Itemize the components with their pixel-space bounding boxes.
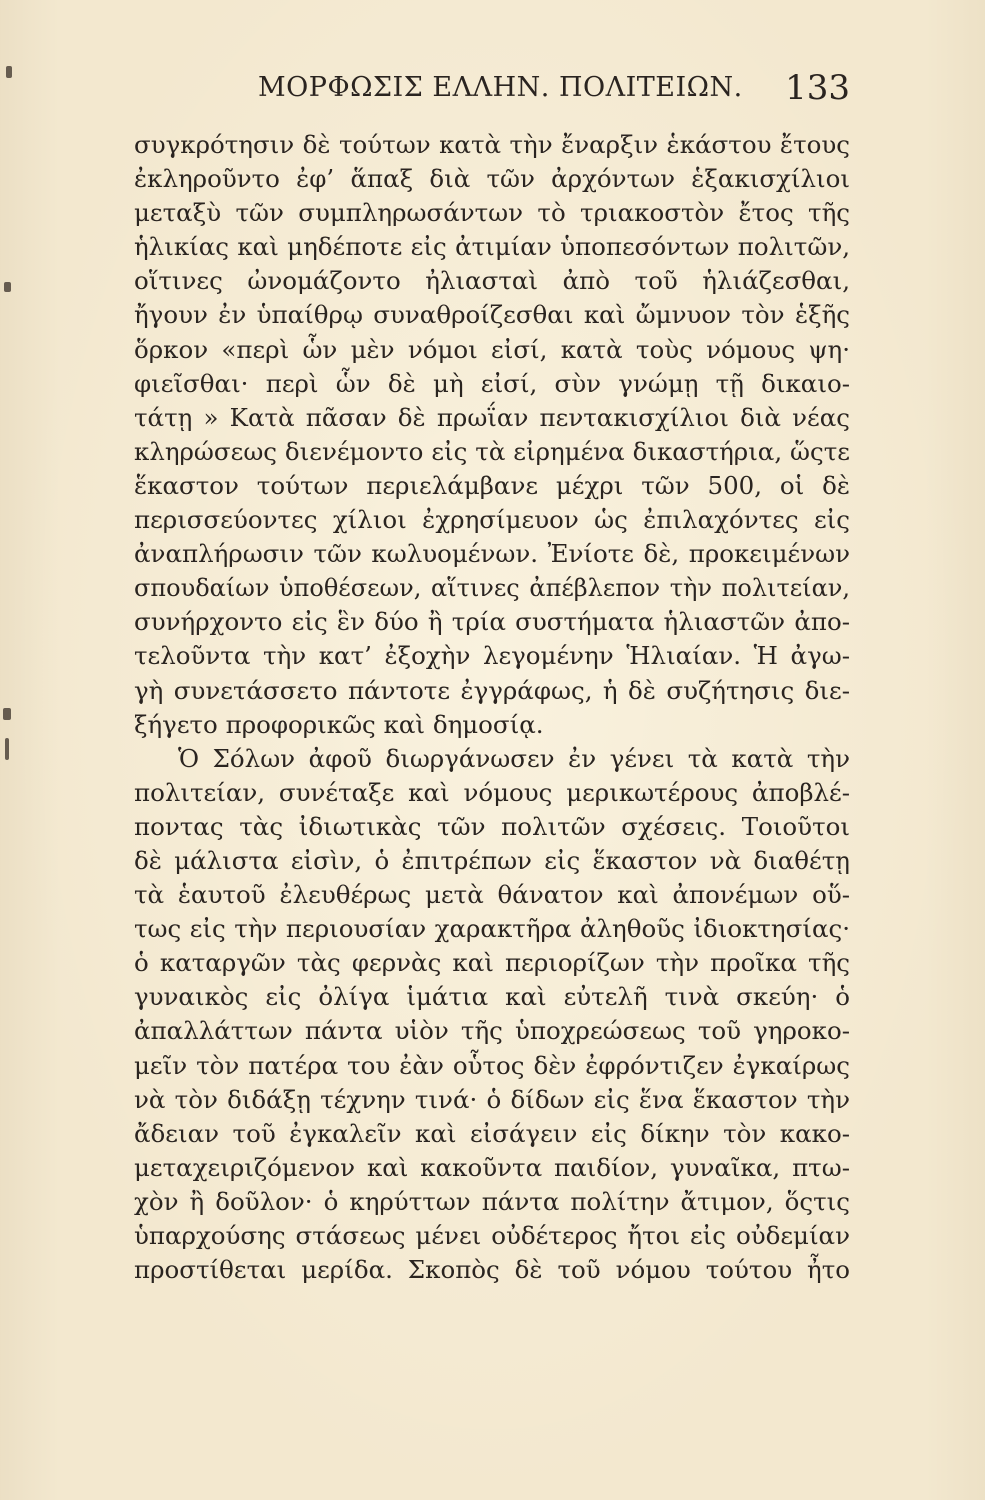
running-title: ΜΟΡΦΩΣΙΣ ΕΛΛΗΝ. ΠΟΛΙΤΕΙΩΝ.: [258, 72, 743, 103]
margin-ink-mark: [4, 282, 11, 292]
text-line: ἡλικίας καὶ μηδέποτε εἰς ἀτιμίαν ὑποπεσόντων πολιτῶν,: [134, 232, 850, 262]
page-number: 133: [785, 68, 850, 108]
text-line: κληρώσεως διενέμοντο εἰς τὰ εἰρημένα δικαστήρια, ὥςτε: [134, 436, 850, 466]
text-line: ἀναπλήρωσιν τῶν κωλυομένων. Ἐνίοτε δὲ, προκειμένων: [134, 539, 850, 569]
text-line: ἀπαλλάττων πάντα υἱὸν τῆς ὑποχρεώσεως τοῦ γηροκο-: [134, 1016, 850, 1046]
text-line: τως εἰς τὴν περιουσίαν χαρακτῆρα ἀληθοῦς ἰδιοκτησίας·: [134, 914, 850, 944]
margin-ink-mark: [6, 66, 12, 78]
text-line: πολιτείαν, συνέταξε καὶ νόμους μερικωτέρους ἀποβλέ-: [134, 777, 850, 807]
page-header: [258, 68, 850, 122]
text-line: ἄδειαν τοῦ ἐγκαλεῖν καὶ εἰσάγειν εἰς δίκην τὸν κακο-: [134, 1118, 850, 1148]
text-line: φιεῖσθαι· περὶ ὧν δὲ μὴ εἰσί, σὺν γνώμῃ τῇ δικαιο-: [134, 368, 850, 398]
text-line: ὁ καταργῶν τὰς φερνὰς καὶ περιορίζων τὴν προῖκα τῆς: [134, 948, 850, 978]
text-line: γὴ συνετάσσετο πάντοτε ἐγγράφως, ἡ δὲ συζήτησις διε-: [134, 675, 850, 705]
text-line: δὲ μάλιστα εἰσὶν, ὁ ἐπιτρέπων εἰς ἕκαστον νὰ διαθέτῃ: [134, 845, 850, 875]
text-line: συνήρχοντο εἰς ἓν δύο ἢ τρία συστήματα ἡλιαστῶν ἀπο-: [134, 607, 850, 637]
text-line: νὰ τὸν διδάξῃ τέχνην τινά· ὁ δίδων εἰς ἕνα ἕκαστον τὴν: [134, 1084, 850, 1114]
text-line: τελοῦντα τὴν κατ’ ἐξοχὴν λεγομένην Ἡλιαίαν. Ἡ ἀγω-: [134, 641, 850, 671]
text-line: ἤγουν ἐν ὑπαίθρῳ συναθροίζεσθαι καὶ ὤμνυον τὸν ἑξῆς: [134, 300, 850, 330]
margin-ink-mark: [3, 708, 11, 720]
paragraph-end-line: ξήγετο προφορικῶς καὶ δημοσίᾳ.: [134, 709, 544, 739]
text-line: συγκρότησιν δὲ τούτων κατὰ τὴν ἔναρξιν ἑκάστου ἔτους: [134, 130, 850, 159]
text-line: ὑπαρχούσης στάσεως μένει οὐδέτερος ἤτοι εἰς οὐδεμίαν: [134, 1221, 850, 1250]
text-line: χὸν ἢ δοῦλον· ὁ κηρύττων πάντα πολίτην ἄτιμον, ὅςτις: [134, 1186, 850, 1216]
text-line: μεταξὺ τῶν συμπληρωσάντων τὸ τριακοστὸν ἔτος τῆς: [134, 198, 850, 228]
text-line: μεταχειριζόμενον καὶ κακοῦντα παιδίον, γυναῖκα, πτω-: [134, 1152, 850, 1182]
text-line: ὅρκον «περὶ ὧν μὲν νόμοι εἰσί, κατὰ τοὺς νόμους ψη·: [134, 334, 850, 364]
text-line: γυναικὸς εἰς ὀλίγα ἱμάτια καὶ εὐτελῆ τινὰ σκεύη· ὁ: [134, 982, 850, 1012]
text-line: ἕκαστον τούτων περιελάμβανε μέχρι τῶν 500, οἱ δὲ: [134, 470, 850, 500]
paragraph-start-line: Ὁ Σόλων ἀφοῦ διωργάνωσεν ἐν γένει τὰ κατὰ τὴν: [178, 743, 850, 773]
text-line: περισσεύοντες χίλιοι ἐχρησίμευον ὡς ἐπιλαχόντες εἰς: [134, 505, 850, 535]
text-line: τὰ ἑαυτοῦ ἐλευθέρως μετὰ θάνατον καὶ ἀπονέμων οὕ-: [134, 880, 850, 910]
text-line: οἵτινες ὠνομάζοντο ἠλιασταὶ ἀπὸ τοῦ ἡλιάζεσθαι,: [134, 266, 850, 296]
text-line: ἐκληροῦντο ἐφ’ ἅπαξ διὰ τῶν ἀρχόντων ἑξακισχίλιοι: [134, 164, 850, 194]
text-line: προστίθεται μερίδα. Σκοπὸς δὲ τοῦ νόμου τούτου ἦτο: [134, 1255, 850, 1285]
body-text: [134, 128, 850, 1287]
margin-ink-mark: [5, 738, 9, 760]
text-line: μεῖν τὸν πατέρα του ἐὰν οὗτος δὲν ἐφρόντιζεν ἐγκαίρως: [134, 1050, 850, 1080]
text-line: τάτῃ » Κατὰ πᾶσαν δὲ πρωΐαν πεντακισχίλιοι διὰ νέας: [134, 402, 850, 432]
text-line: ποντας τὰς ἰδιωτικὰς τῶν πολιτῶν σχέσεις. Τοιοῦτοι: [134, 811, 850, 841]
text-line: σπουδαίων ὑποθέσεων, αἵτινες ἀπέβλεπον τὴν πολιτείαν,: [134, 574, 850, 603]
